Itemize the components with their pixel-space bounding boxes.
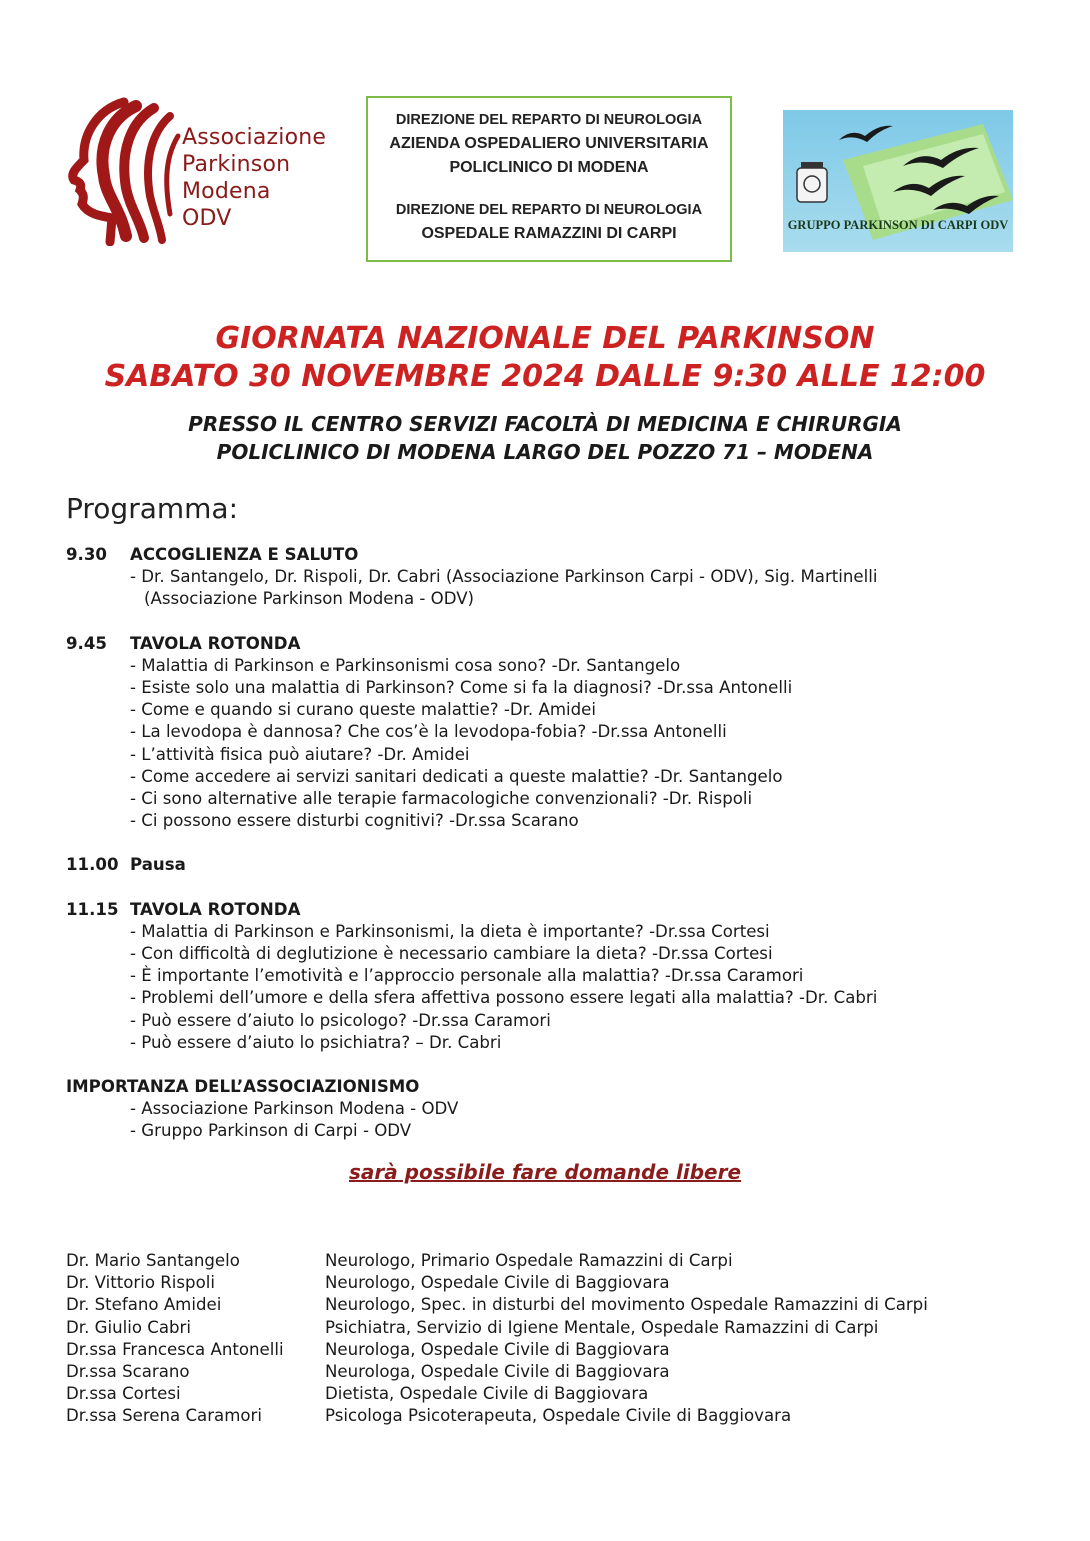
program-item-line: - Dr. Santangelo, Dr. Rispoli, Dr. Cabri (Associazione Parkinson Carpi - ODV), Sig. Martinelli bbox=[130, 567, 878, 587]
program-time: 9.45 bbox=[66, 633, 107, 653]
speaker-role: Neurologo, Spec. in disturbi del movimento Ospedale Ramazzini di Carpi bbox=[325, 1295, 928, 1315]
program-item bbox=[66, 566, 1026, 610]
program-section bbox=[66, 899, 1026, 1054]
program-section bbox=[66, 854, 1026, 876]
program-item bbox=[66, 721, 1026, 743]
speaker-role: Neurologa, Ospedale Civile di Baggiovara bbox=[325, 1339, 670, 1359]
venue-line-1: PRESSO IL CENTRO SERVIZI FACOLTÀ DI MEDICINA E CHIRURGIA bbox=[188, 412, 902, 436]
free-questions-note: sarà possibile fare domande libere bbox=[348, 1160, 742, 1184]
program-section-heading bbox=[66, 1076, 1026, 1098]
face-profile-icon bbox=[66, 96, 186, 246]
program-section-title: ACCOGLIENZA E SALUTO bbox=[130, 545, 359, 564]
right-logo-text: GRUPPO PARKINSON DI CARPI ODV bbox=[787, 218, 1009, 232]
speaker-row bbox=[66, 1250, 1046, 1272]
program-section-title: TAVOLA ROTONDA bbox=[130, 899, 301, 919]
speaker-role: Neurologa, Ospedale Civile di Baggiovara bbox=[325, 1362, 670, 1382]
speaker-role: Dietista, Ospedale Civile di Baggiovara bbox=[325, 1384, 649, 1404]
program-section-title: TAVOLA ROTONDA bbox=[130, 633, 301, 653]
program-item-line: - È importante l’emotività e l’approccio personale alla malattia? -Dr.ssa Caramori bbox=[130, 966, 804, 986]
program-section-heading bbox=[66, 544, 1026, 566]
program-item-line: (Associazione Parkinson Modena - ODV) bbox=[144, 589, 475, 609]
program-item-line: - L’attività fisica può aiutare? -Dr. Amidei bbox=[130, 744, 470, 764]
program-item-line: - Esiste solo una malattia di Parkinson? Come si fa la diagnosi? -Dr.ssa Antonelli bbox=[130, 678, 793, 698]
speaker-row bbox=[66, 1294, 1046, 1316]
speaker-name: Dr. Stefano Amidei bbox=[66, 1295, 222, 1315]
speaker-name: Dr.ssa Scarano bbox=[66, 1362, 190, 1382]
left-logo-text: Associazione Parkinson Modena ODV bbox=[182, 125, 327, 231]
program-item bbox=[66, 965, 1026, 987]
program-item bbox=[66, 1120, 1026, 1142]
program-time: 9.30 bbox=[66, 545, 107, 564]
program-item-line: - La levodopa è dannosa? Che cos’è la levodopa-fobia? -Dr.ssa Antonelli bbox=[130, 722, 727, 742]
program-section bbox=[66, 544, 1026, 611]
associazione-parkinson-modena-logo bbox=[66, 96, 356, 246]
speaker-name: Dr. Giulio Cabri bbox=[66, 1317, 191, 1337]
speaker-row bbox=[66, 1317, 1046, 1339]
program-item-line: - Come e quando si curano queste malattie? -Dr. Amidei bbox=[130, 700, 596, 720]
speakers-list bbox=[66, 1250, 1046, 1428]
program-item bbox=[66, 677, 1026, 699]
program-item bbox=[66, 1098, 1026, 1120]
program-section bbox=[66, 633, 1026, 833]
coat-of-arms-icon bbox=[797, 162, 827, 202]
program-item-line: - Associazione Parkinson Modena - ODV bbox=[130, 1099, 459, 1119]
program-item bbox=[66, 943, 1026, 965]
program-item-line: - Con difficoltà di deglutizione è necessario cambiare la dieta? -Dr.ssa Cortesi bbox=[130, 944, 773, 964]
program-heading: Programma: bbox=[66, 492, 239, 525]
speaker-row bbox=[66, 1272, 1046, 1294]
program-section-heading bbox=[66, 899, 1026, 921]
program-item bbox=[66, 788, 1026, 810]
gruppo-parkinson-carpi-logo bbox=[783, 110, 1013, 252]
speaker-role: Neurologo, Ospedale Civile di Baggiovara bbox=[325, 1273, 670, 1293]
event-date: SABATO 30 NOVEMBRE 2024 DALLE 9:30 ALLE 12:00 bbox=[104, 359, 986, 394]
speaker-row bbox=[66, 1361, 1046, 1383]
speaker-row bbox=[66, 1405, 1046, 1427]
neurology-departments-box: DIREZIONE DEL REPARTO DI NEUROLOGIA AZIENDA OSPEDALIERO UNIVERSITARIA POLICLINICO DI MODENA DIREZIONE DEL REPARTO DI NEUROLOGIA OSPEDALE RAMAZZINI DI CARPI bbox=[366, 96, 732, 262]
event-title: GIORNATA NAZIONALE DEL PARKINSON bbox=[215, 321, 875, 356]
speaker-name: Dr.ssa Serena Caramori bbox=[66, 1406, 262, 1426]
program-item-line: - Problemi dell’umore e della sfera affettiva possono essere legati alla malattia? -Dr. Cabri bbox=[130, 988, 878, 1008]
header bbox=[0, 0, 1090, 290]
speaker-role: Neurologo, Primario Ospedale Ramazzini di Carpi bbox=[325, 1251, 733, 1270]
program-item bbox=[66, 810, 1026, 832]
venue-line-2: POLICLINICO DI MODENA LARGO DEL POZZO 71 – MODENA bbox=[216, 440, 874, 464]
program-item bbox=[66, 744, 1026, 766]
program-item-line: - Malattia di Parkinson e Parkinsonismi cosa sono? -Dr. Santangelo bbox=[130, 655, 681, 675]
program-item-line: - Ci possono essere disturbi cognitivi? -Dr.ssa Scarano bbox=[130, 811, 579, 831]
speaker-role: Psichiatra, Servizio di Igiene Mentale, Ospedale Ramazzini di Carpi bbox=[325, 1317, 879, 1337]
program-item-line: - Gruppo Parkinson di Carpi - ODV bbox=[130, 1121, 412, 1141]
program-time: 11.00 bbox=[66, 855, 119, 875]
speaker-name: Dr. Mario Santangelo bbox=[66, 1251, 240, 1270]
program-item bbox=[66, 655, 1026, 677]
program-item bbox=[66, 766, 1026, 788]
speaker-name: Dr.ssa Francesca Antonelli bbox=[66, 1339, 284, 1359]
program-section-heading bbox=[66, 633, 1026, 655]
speaker-role: Psicologa Psicoterapeuta, Ospedale Civile di Baggiovara bbox=[325, 1406, 792, 1426]
program-item bbox=[66, 921, 1026, 943]
program-section-heading bbox=[66, 854, 1026, 876]
program-item-line: - Come accedere ai servizi sanitari dedicati a queste malattie? -Dr. Santangelo bbox=[130, 766, 783, 786]
program-item-line: - Può essere d’aiuto lo psichiatra? – Dr. Cabri bbox=[130, 1032, 502, 1052]
program-time: 11.15 bbox=[66, 899, 119, 919]
program-section bbox=[66, 1076, 1026, 1143]
speaker-row bbox=[66, 1339, 1046, 1361]
program-section-title: IMPORTANZA DELL’ASSOCIAZIONISMO bbox=[66, 1077, 420, 1097]
program-item bbox=[66, 1010, 1026, 1032]
program-item bbox=[66, 699, 1026, 721]
program-item bbox=[66, 987, 1026, 1009]
program-item-line: - Malattia di Parkinson e Parkinsonismi, la dieta è importante? -Dr.ssa Cortesi bbox=[130, 921, 770, 941]
program-item-line: - Ci sono alternative alle terapie farmacologiche convenzionali? -Dr. Rispoli bbox=[130, 789, 753, 809]
program-section-title: Pausa bbox=[130, 855, 186, 875]
speaker-name: Dr. Vittorio Rispoli bbox=[66, 1273, 215, 1293]
speaker-row bbox=[66, 1383, 1046, 1405]
program-item-line: - Può essere d’aiuto lo psicologo? -Dr.ssa Caramori bbox=[130, 1010, 551, 1030]
speaker-name: Dr.ssa Cortesi bbox=[66, 1384, 181, 1404]
program-list bbox=[66, 544, 1026, 1165]
program-item bbox=[66, 1032, 1026, 1054]
